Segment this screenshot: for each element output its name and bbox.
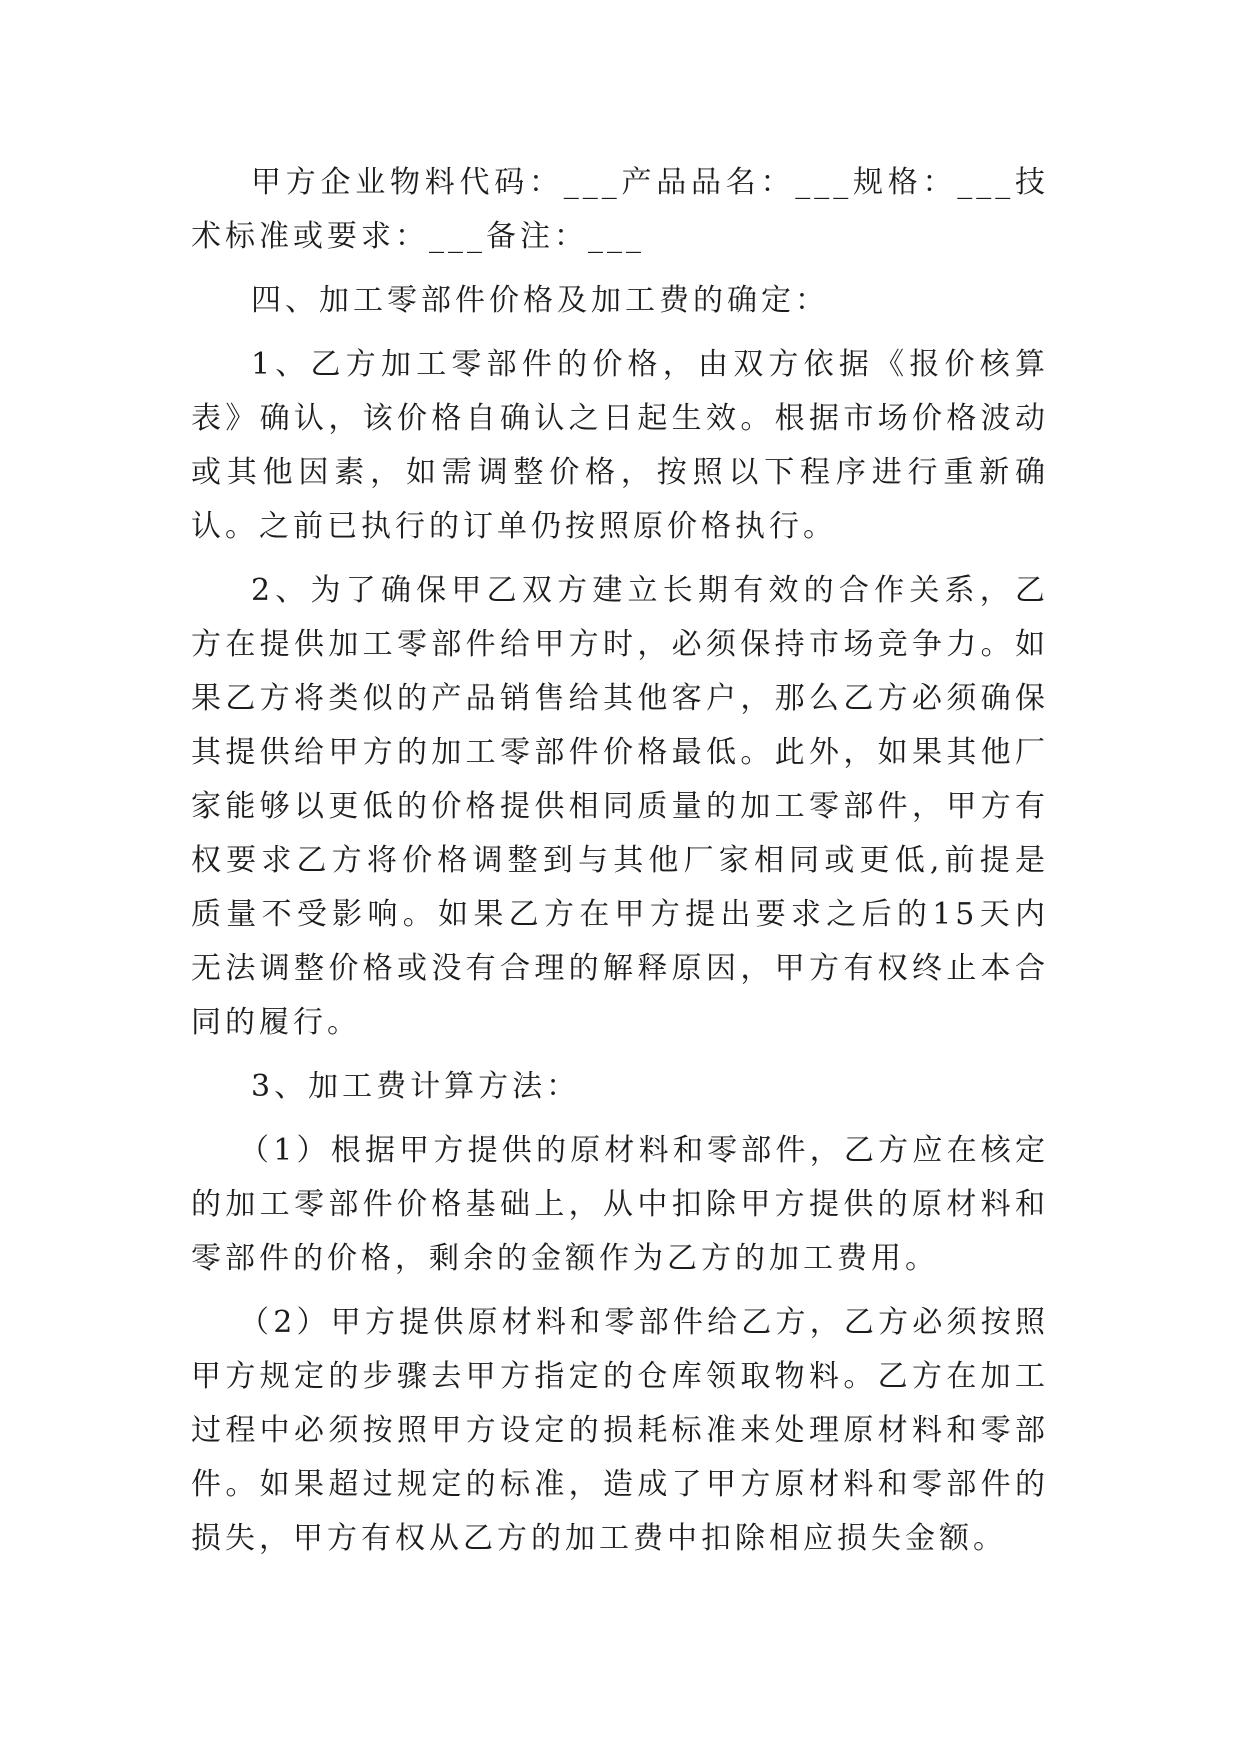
section-four-heading: 四、加工零部件价格及加工费的确定： — [251, 283, 829, 318]
clause-1: 1、乙方加工零部件的价格，由双方依据《报价核算表》确认，该价格自确认之日起生效。根据市场价格波动或其他因素，如需调整价格，按照以下程序进行重新确认。之前已执行的订单仍按照原价格执行。 — [191, 347, 1049, 544]
document-body — [191, 156, 1049, 1576]
clause-2: 2、为了确保甲乙双方建立长期有效的合作关系，乙方在提供加工零部件给甲方时，必须保持市场竞争力。如果乙方将类似的产品销售给其他客户，那么乙方必须确保其提供给甲方的加工零部件价格最低。此外，如果其他厂家能够以更低的价格提供相同质量的加工零部件，甲方有权要求乙方将价格调整到与其他厂家相同或更低,前提是质量不受影响。如果乙方在甲方提出要求之后的15天内无法调整价格或没有合理的解释原因，甲方有权终止本合同的履行。 — [191, 573, 1049, 1040]
clause-3: 3、加工费计算方法： — [251, 1069, 581, 1104]
material-code-line: 甲方企业物料代码：___产品品名：___规格：___技术标准或要求：___备注：___ — [191, 165, 1049, 254]
clause-3-1: （1）根据甲方提供的原材料和零部件，乙方应在核定的加工零部件价格基础上，从中扣除甲方提供的原材料和零部件的价格，剩余的金额作为乙方的加工费用。 — [191, 1133, 1049, 1276]
clause-3-2: （2）甲方提供原材料和零部件给乙方，乙方必须按照甲方规定的步骤去甲方指定的仓库领取物料。乙方在加工过程中必须按照甲方设定的损耗标准来处理原材料和零部件。如果超过规定的标准，造成了甲方原材料和零部件的损失，甲方有权从乙方的加工费中扣除相应损失金额。 — [191, 1305, 1049, 1556]
